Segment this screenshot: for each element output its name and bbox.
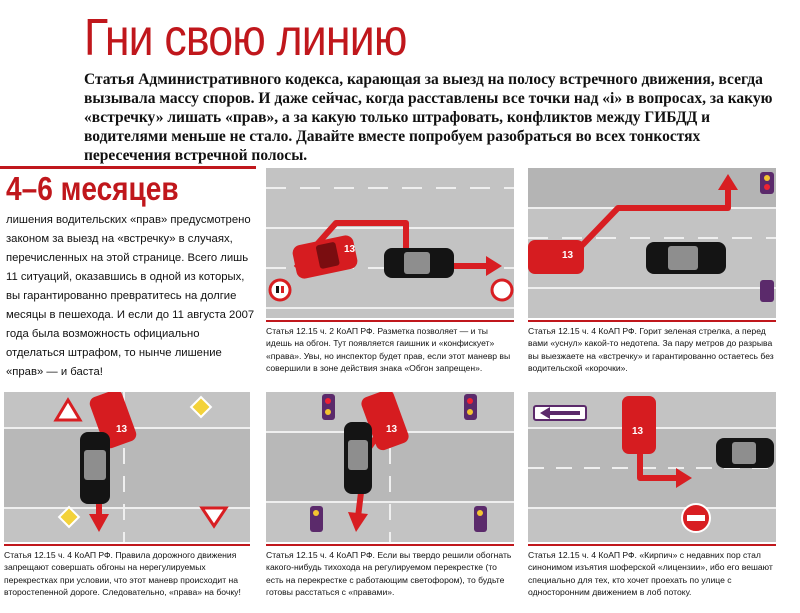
car-plate: 13 [386,424,398,435]
page-title: Гни свою линию [84,9,407,67]
traffic-light-icon [474,506,487,532]
black-car [80,432,110,504]
red-car [622,396,656,454]
traffic-light-icon [310,506,323,532]
one-way-sign-icon [534,406,586,420]
black-car [344,422,372,494]
caption: Статья 12.15 ч. 4 КоАП РФ. «Кирпич» с недавних пор стал синонимом изъятия шоферской «лицензии», ибо его вешают специально для тех, кто хочет проехать по улице с односторонним движением в лоб потоку. [528,550,773,598]
illustration-green-arrow-intersection [528,168,776,318]
sidebar-text: лишения водительских «прав» предусмотрено законом за выезд на «встречку» в случаях, перечисленных на этой странице. Всего лишь 11 ситуаций, оказавшись в одной из которых, вы гарантированно превратитесь на долгие месяцы в пешехода. И если до 11 августа 2007 года была возможность официально отделаться штрафом, то нынче лишение «прав» — и баста! [6,214,255,378]
caption: Статья 12.15 ч. 4 КоАП РФ. Горит зеленая стрелка, а перед вами «уснул» какой-то недотепа. За пару метров до разрыва вы выезжаете на «встречку» и гарантированно остаетесь без водительской «корочки». [528,326,774,374]
black-car [716,438,774,468]
black-car [384,248,454,278]
caption-divider [266,320,514,322]
caption-divider [4,544,250,546]
red-car [528,240,584,274]
car-plate: 13 [344,244,356,255]
car-plate: 13 [116,424,128,435]
car-plate: 13 [562,250,574,261]
traffic-light-icon [322,394,335,420]
no-overtaking-sign-icon [492,280,512,300]
no-entry-sign-icon [682,504,710,532]
illustration-overtaking-no-passing-zone [266,168,514,318]
illustration-unregulated-intersection [4,392,250,542]
black-car [646,242,726,274]
caption-divider [528,544,776,546]
no-overtaking-sign-icon [270,280,290,300]
caption: Статья 12.15 ч. 4 КоАП РФ. Правила дорожного движения запрещают совершать обгоны на нерегулируемых перекрестках при условии, что этот маневр происходит на второстепенной дороге. Следовательно, «права» на бочку! [4,550,241,598]
section-divider [0,166,256,169]
caption: Статья 12.15 ч. 2 КоАП РФ. Разметка позволяет — и ты идешь на обгон. Тут появляется гаишник и «конфискует» «права». Увы, но инспектор будет прав, если этот маневр вы совершили в зоне действия знака «Обгон запрещен». [266,326,511,374]
car-plate: 13 [632,426,644,437]
caption-divider [266,544,514,546]
lead-paragraph: Статья Административного кодекса, карающая за выезд на полосу встречного движения, всегда вызывала массу споров. И даже сейчас, когда расставлены все точки над «i» в вопросах, за какую «встречку» лишать «прав», а за какую только штрафовать, конфликтов между ГИБДД и водителями меньше не стало. Давайте вместе попробуем разобраться во всех тонкостях пересечения встречной полосы. [84,71,773,164]
caption-divider [528,320,776,322]
caption: Статья 12.15 ч. 4 КоАП РФ. Если вы твердо решили обогнать какого-нибудь тихохода на регулируемом перекрестке (то есть на перекрестке с работающим светофором), то будьте готовы расстаться с «правами». [266,550,512,598]
illustration-one-way-street [528,392,776,542]
section-heading: 4–6 месяцев [6,170,179,207]
illustration-regulated-intersection [266,392,514,542]
traffic-light-icon [760,172,774,194]
traffic-light-icon [464,394,477,420]
traffic-light-icon [760,280,774,302]
